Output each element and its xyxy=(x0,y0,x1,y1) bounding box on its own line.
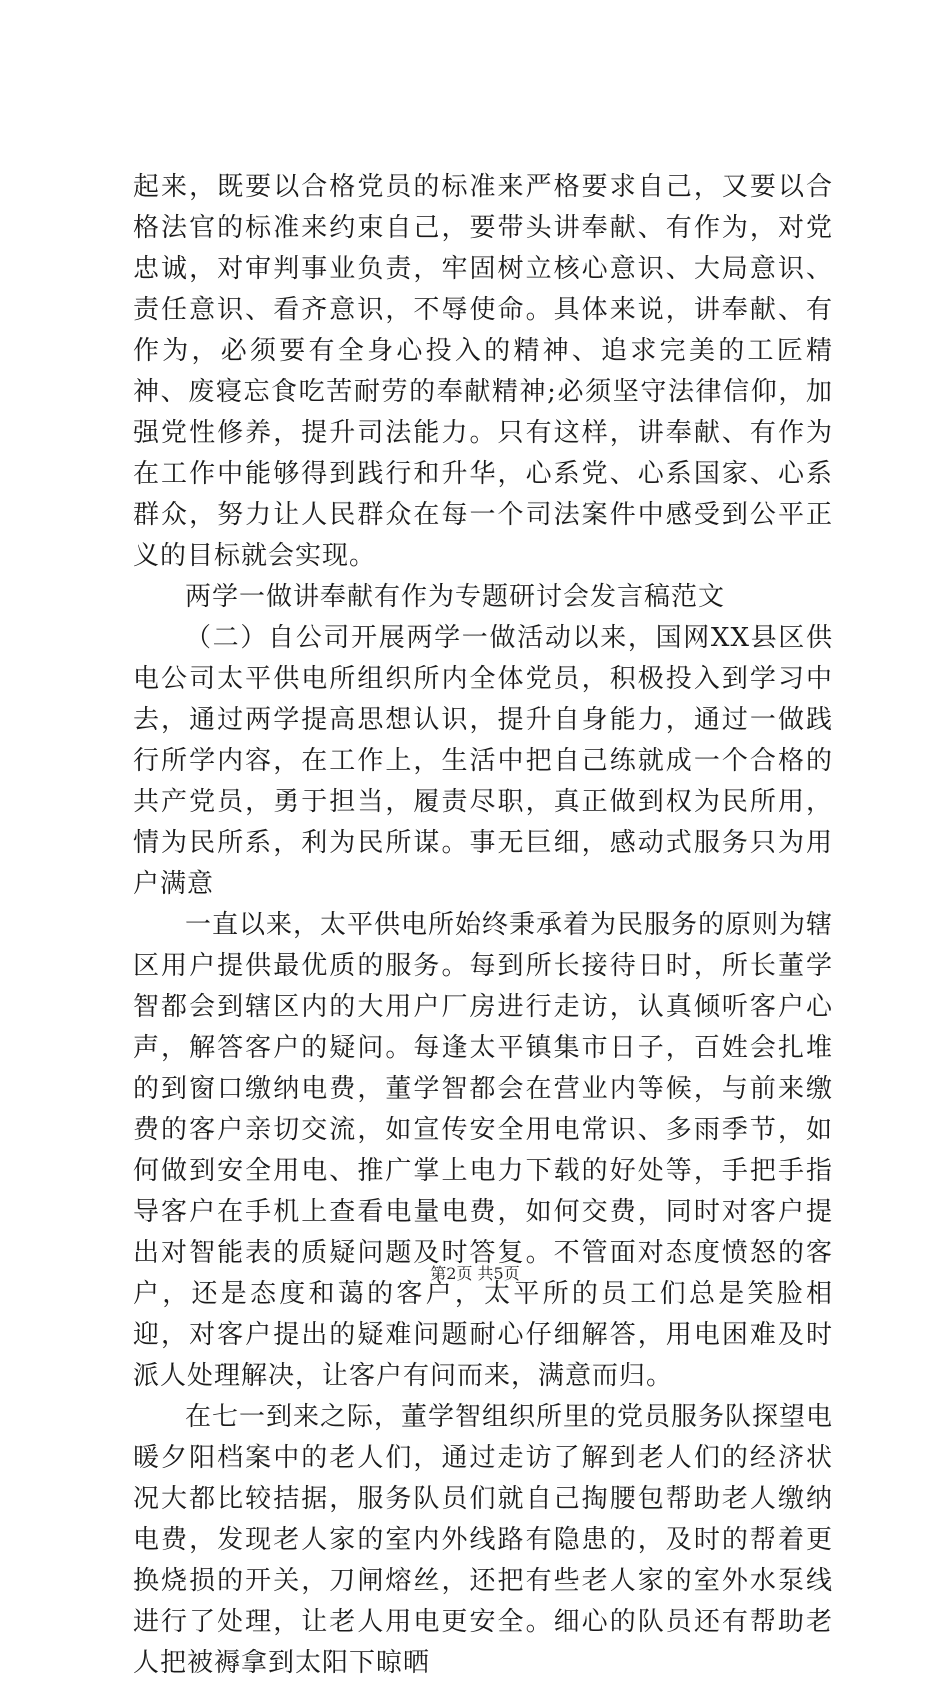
document-body xyxy=(133,167,833,1684)
paragraph-service: 一直以来，太平供电所始终秉承着为民服务的原则为辖区用户提供最优质的服务。每到所长接待日时，所长董学智都会到辖区内的大用户厂房进行走访，认真倾听客户心声，解答客户的疑问。每逢太平镇集市日子，百姓会扎堆的到窗口缴纳电费，董学智都会在营业内等候，与前来缴费的客户亲切交流，如宣传安全用电常识、多雨季节，如何做到安全用电、推广掌上电力下载的好处等，手把手指导客户在手机上查看电量电费，如何交费，同时对客户提出对智能表的质疑问题及时答复。不管面对态度愤怒的客户，还是态度和蔼的客户，太平所的员工们总是笑脸相迎，对客户提出的疑难问题耐心仔细解答，用电困难及时派人处理解决，让客户有问而来，满意而归。 xyxy=(133,910,834,1391)
section-heading: 两学一做讲奉献有作为专题研讨会发言稿范文 xyxy=(185,582,726,612)
paragraph-july-first: 在七一到来之际，董学智组织所里的党员服务队探望电暖夕阳档案中的老人们，通过走访了解到老人们的经济状况大都比较拮据，服务队员们就自己掏腰包帮助老人缴纳电费，发现老人家的室内外线路有隐患的，及时的帮着更换烧损的开关，刀闸熔丝，还把有些老人家的室外水泵线进行了处理，让老人用电更安全。细心的队员还有帮助老人把被褥拿到太阳下晾晒 xyxy=(133,1402,834,1678)
paragraph-intro: （二）自公司开展两学一做活动以来，国网XX县区供电公司太平供电所组织所内全体党员，积极投入到学习中去，通过两学提高思想认识，提升自身能力，通过一做践行所学内容，在工作上，生活中把自己练就成一个合格的共产党员，勇于担当，履责尽职，真正做到权为民所用，情为民所系，利为民所谋。事无巨细，感动式服务只为用户满意 xyxy=(133,623,833,899)
page-footer: 第2页 共5页 xyxy=(430,1264,520,1283)
paragraph-continuation: 起来，既要以合格党员的标准来严格要求自己，又要以合格法官的标准来约束自己，要带头讲奉献、有作为，对党忠诚，对审判事业负责，牢固树立核心意识、大局意识、责任意识、看齐意识，不辱使命。具体来说，讲奉献、有作为，必须要有全身心投入的精神、追求完美的工匠精神、废寝忘食吃苦耐劳的奉献精神;必须坚守法律信仰，加强党性修养，提升司法能力。只有这样，讲奉献、有作为在工作中能够得到践行和升华，心系党、心系国家、心系群众，努力让人民群众在每一个司法案件中感受到公平正义的目标就会实现。 xyxy=(133,172,833,571)
